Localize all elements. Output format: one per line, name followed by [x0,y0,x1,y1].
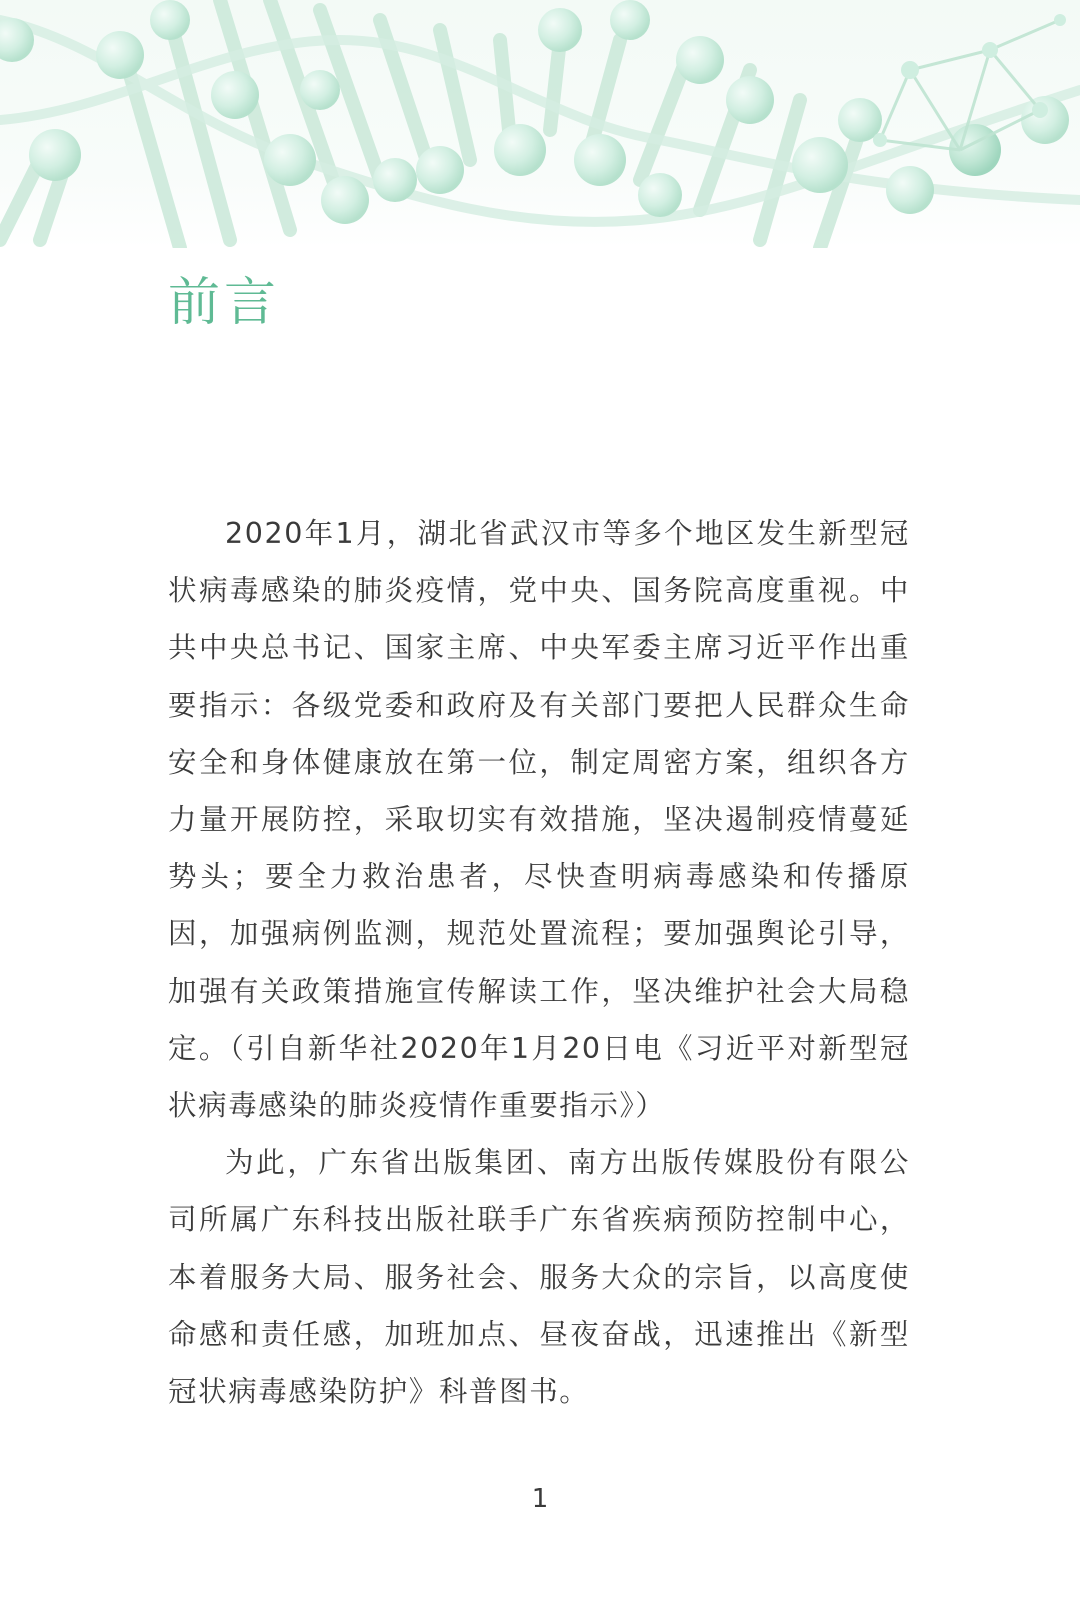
header-banner [0,0,1080,248]
paragraph: 2020年1月，湖北省武汉市等多个地区发生新型冠状病毒感染的肺炎疫情，党中央、国务院高度重视。中共中央总书记、国家主席、中央军委主席习近平作出重要指示：各级党委和政府及有关部门要把人民群众生命安全和身体健康放在第一位，制定周密方案，组织各方力量开展防控，采取切实有效措施，坚决遏制疫情蔓延势头；要全力救治患者，尽快查明病毒感染和传播原因，加强病例监测，规范处置流程；要加强舆论引导，加强有关政策措施宣传解读工作，坚决维护社会大局稳定。（引自新华社2020年1月20日电《习近平对新型冠状病毒感染的肺炎疫情作重要指示》） [168,517,910,1123]
paragraph: 为此，广东省出版集团、南方出版传媒股份有限公司所属广东科技出版社联手广东省疾病预防控制中心，本着服务大局、服务社会、服务大众的宗旨，以高度使命感和责任感，加班加点、昼夜奋战，迅速推出《新型冠状病毒感染防护》科普图书。 [168,1146,910,1409]
page-number: 1 [531,1484,549,1514]
body-text [168,505,910,1420]
page-title: 前言 [168,273,281,333]
dna-helix-illustration [0,0,1080,248]
